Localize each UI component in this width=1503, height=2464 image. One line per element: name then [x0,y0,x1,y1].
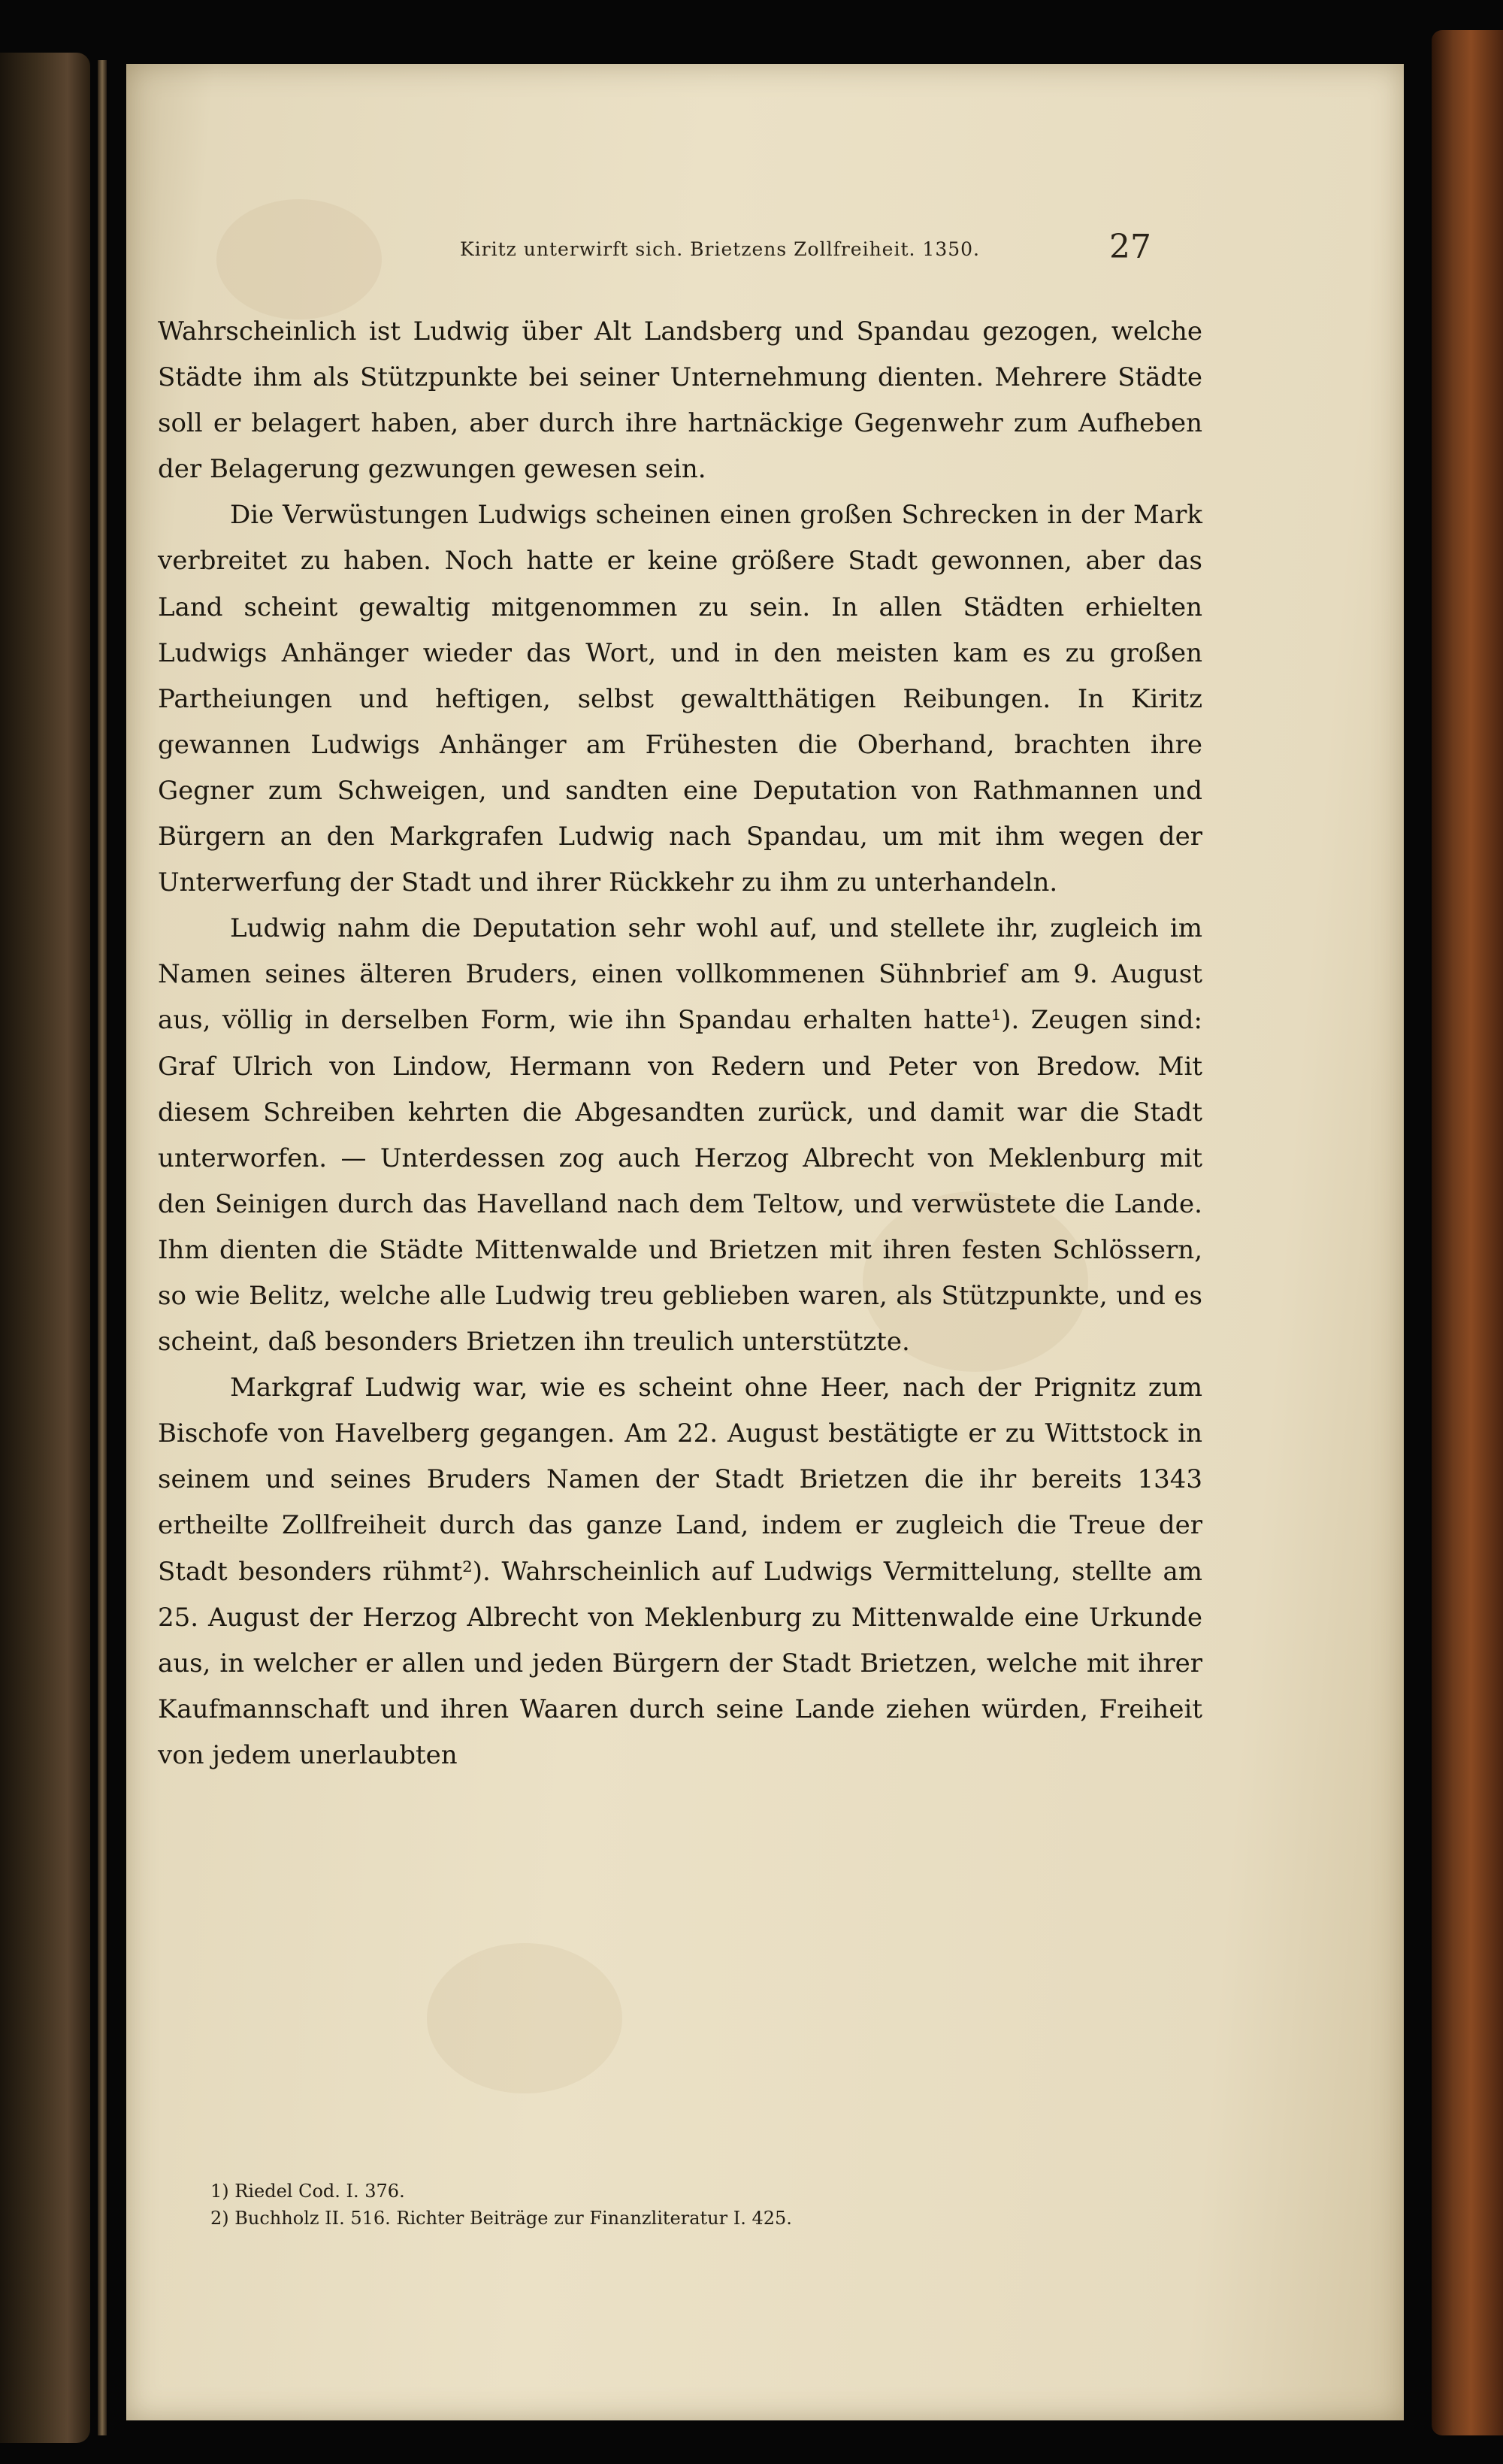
paragraph: Ludwig nahm die Deputation sehr wohl auf, und stellete ihr, zugleich im Namen seines älteren Bruders, einen vollkommenen Sühnbrief am 9. August aus, völlig in derselben Form, wie ihn Spandau erhalten hatte¹). Zeugen sind: Graf Ulrich von Lindow, Hermann von Redern und Peter von Bredow. Mit diesem Schreiben kehrten die Abgesandten zurück, und damit war die Stadt unterworfen. — Unterdessen zog auch Herzog Albrecht von Meklenburg mit den Seinigen durch das Havelland nach dem Teltow, und verwüstete die Lande. Ihm dienten die Städte Mittenwalde und Brietzen mit ihren festen Schlössern, so wie Belitz, welche alle Ludwig treu geblieben waren, als Stützpunkte, und es scheint, daß besonders Brietzen ihn treulich unterstützte. [158,913,1202,1358]
running-head: Kiritz unterwirft sich. Brietzens Zollfreiheit. 1350. [459,238,980,260]
footnote: 1) Riedel Cod. I. 376. [210,2181,405,2202]
footnote: 2) Buchholz II. 516. Richter Beiträge zur Finanzliteratur I. 425. [210,2208,792,2229]
paragraph: Wahrscheinlich ist Ludwig über Alt Landsberg und Spandau gezogen, welche Städte ihm als Stützpunkte bei seiner Unternehmung dienten. Mehrere Städte soll er belagert haben, aber durch ihre hartnäckige Gegenwehr zum Aufheben der Belagerung gezwungen gewesen sein. [158,316,1202,485]
paragraph: Die Verwüstungen Ludwigs scheinen einen großen Schrecken in der Mark verbreitet zu haben. Noch hatte er keine größere Stadt gewonnen, aber das Land scheint gewaltig mitgenommen zu sein. In allen Städten erhielten Ludwigs Anhänger wieder das Wort, und in den meisten kam es zu großen Partheiungen und heftigen, selbst gewaltthätigen Reibungen. In Kiritz gewannen Ludwigs Anhänger am Frühesten die Oberhand, brachten ihre Gegner zum Schweigen, und sandten eine Deputation von Rathmannen und Bürgern an den Markgrafen Ludwig nach Spandau, um mit ihm wegen der Unterwerfung der Stadt und ihrer Rückkehr zu ihm zu unterhandeln. [158,500,1202,898]
paper-stain [427,1943,622,2093]
footnotes [210,2178,1187,2232]
book-page [126,64,1404,2420]
main-text [158,309,1202,1778]
page-number: 27 [1109,228,1151,266]
paper-stain [216,199,382,319]
gutter-shadow [98,60,107,2435]
facing-page-edge [0,53,90,2443]
book-cover-edge [1432,30,1503,2435]
paragraph: Markgraf Ludwig war, wie es scheint ohne Heer, nach der Prignitz zum Bischofe von Havelberg gegangen. Am 22. August bestätigte er zu Wittstock in seinem und seines Bruders Namen der Stadt Brietzen die ihr bereits 1343 ertheilte Zollfreiheit durch das ganze Land, indem er zugleich die Treue der Stadt besonders rühmt²). Wahrscheinlich auf Ludwigs Vermittelung, stellte am 25. August der Herzog Albrecht von Meklenburg zu Mittenwalde eine Urkunde aus, in welcher er allen und jeden Bürgern der Stadt Brietzen, welche mit ihrer Kaufmannschaft und ihren Waaren durch seine Lande ziehen würden, Freiheit von jedem unerlaubten [158,1373,1202,1770]
